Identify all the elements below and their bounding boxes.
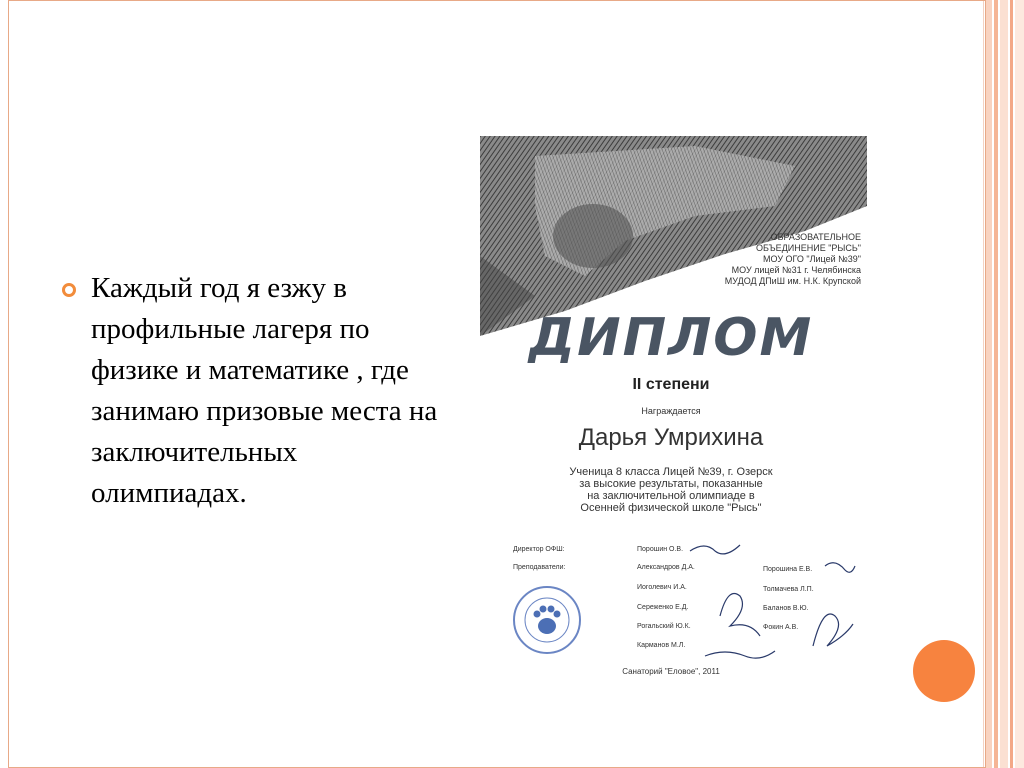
awarded-label: Награждается <box>641 406 701 416</box>
teachers-label: Преподаватели: <box>513 564 566 571</box>
diploma-title: ДИПЛОМ <box>528 308 814 368</box>
decorative-stripes <box>986 0 1024 768</box>
signer-name: Фокин А.В. <box>763 624 799 631</box>
signer-name: Карманов М.Л. <box>637 642 686 649</box>
signer-name: Иоголевич И.А. <box>637 584 687 591</box>
paw-stamp-icon <box>511 584 583 656</box>
diploma-degree: II степени <box>632 376 710 393</box>
signer-name: Порошина Е.В. <box>763 566 813 573</box>
director-label: Директор ОФШ: <box>513 546 565 553</box>
signer-name: Александров Д.А. <box>637 564 695 571</box>
diploma-image <box>475 136 867 690</box>
diploma-footer: Санаторий "Еловое", 2011 <box>622 667 720 676</box>
org-header: ОБРАЗОВАТЕЛЬНОЕ ОБЪЕДИНЕНИЕ "РЫСЬ" МОУ ОГО "Лицей №39" МОУ лицей №31 г. Челябинска МУДОД ДПиШ им. Н.К. Крупской <box>724 232 861 286</box>
slide-body-text: Каждый год я езжу в профильные лагеря по физике и математике , где занимаю призовые места на заключительных олимпиадах. <box>91 272 438 509</box>
signer-name: Порошин О.В. <box>637 546 684 553</box>
recipient-name: Дарья Умрихина <box>578 424 764 451</box>
circle-bullet-icon <box>62 283 76 297</box>
signer-name: Толмачева Л.П. <box>763 586 814 593</box>
award-reason: Ученица 8 класса Лицей №39, г. Озерск за высокие результаты, показанные на заключительной олимпиаде в Осенней физической школе "Рысь" <box>569 466 773 514</box>
signer-name: Баланов В.Ю. <box>763 605 809 612</box>
signer-name: Сереженко Е.Д. <box>637 604 689 611</box>
signer-name: Рогальский Ю.К. <box>637 623 691 630</box>
orange-circle-decoration <box>913 640 975 702</box>
